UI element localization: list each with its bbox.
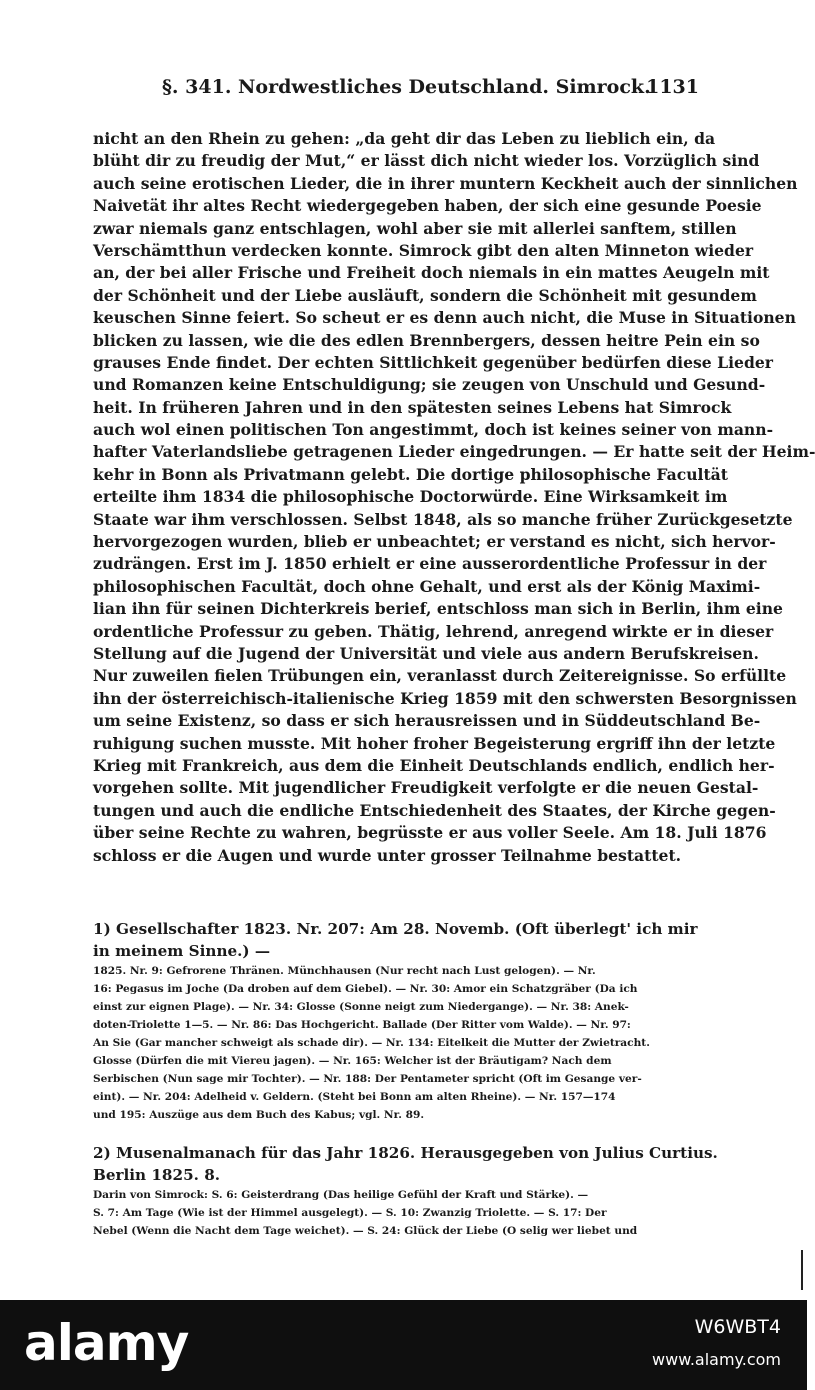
text-line: an, der bei aller Frische und Freiheit doch niemals in ein mattes Aeugeln mit — [93, 263, 770, 283]
text-line: nicht an den Rhein zu gehen: „da geht dir das Leben zu lieblich ein, da — [93, 129, 716, 148]
text-line: zudrängen. Erst im J. 1850 erhielt er eine ausserordentliche Professur in der — [93, 554, 767, 574]
text-line: hervorgezogen wurden, blieb er unbeachtet; er verstand es nicht, sich hervor- — [93, 532, 776, 552]
text-line: über seine Rechte zu wahren, begrüsste er aus voller Seele. Am 18. Juli 1876 — [93, 823, 767, 843]
text-line: Staate war ihm verschlossen. Selbst 1848, als so manche früher Zurückgesetzte — [93, 509, 793, 529]
text-line: lian ihn für seinen Dichterkreis berief, entschloss man sich in Berlin, ihm eine — [93, 599, 783, 619]
text-line: zwar niemals ganz entschlagen, wohl aber sie mit allerlei sanftem, stillen — [93, 218, 737, 238]
page-edge-mark — [801, 1250, 803, 1290]
footnote-detail-line: Serbischen (Nun sage mir Tochter). — Nr. 188: Der Pentameter spricht (Oft im Gesange ver- — [93, 1073, 642, 1085]
text-line: keuschen Sinne feiert. So scheut er es denn auch nicht, die Muse in Situationen — [93, 308, 796, 328]
footnote-detail-line: An Sie (Gar mancher schweigt als schade dir). — Nr. 134: Eitelkeit die Mutter der Zwietracht. — [93, 1037, 650, 1049]
footnote-detail-line: und 195: Auszüge aus dem Buch des Kabus; vgl. Nr. 89. — [93, 1109, 425, 1121]
text-line: und Romanzen keine Entschuldigung; sie zeugen von Unschuld und Gesund- — [93, 375, 766, 395]
footnote-detail-line: 1825. Nr. 9: Gefrorene Thränen. Münchhausen (Nur recht nach Lust gelogen). — Nr. — [93, 965, 596, 977]
text-line: hafter Vaterlandsliebe getragenen Lieder eingedrungen. — Er hatte seit der Heim- — [93, 442, 815, 462]
text-line: blicken zu lassen, wie die des edlen Brennbergers, dessen heitre Pein ein so — [93, 330, 760, 350]
text-line: der Schönheit und der Liebe ausläuft, sondern die Schönheit mit gesundem — [93, 285, 757, 305]
footnote-detail-line: doten-Triolette 1—5. — Nr. 86: Das Hochgericht. Ballade (Der Ritter vom Walde). — Nr. 97: — [93, 1019, 631, 1031]
text-line: ordentliche Professur zu geben. Thätig, lehrend, anregend wirkte er in dieser — [93, 621, 774, 641]
text-line: Naivetät ihr altes Recht wiedergegeben haben, der sich eine gesunde Poesie — [93, 196, 762, 216]
image-id: W6WBT4 — [694, 1316, 781, 1338]
page-number: 1131 — [646, 76, 699, 98]
text-line: auch seine erotischen Lieder, die in ihrer muntern Keckheit auch der sinnlichen — [93, 173, 798, 193]
footnote-detail-line: eint). — Nr. 204: Adelheid v. Geldern. (Steht bei Bonn am alten Rheine). — Nr. 157—174 — [93, 1091, 616, 1103]
footnote-1 — [93, 918, 703, 1124]
footnote-2 — [93, 1142, 718, 1240]
text-line: Krieg mit Frankreich, aus dem die Einheit Deutschlands endlich, endlich her- — [93, 755, 775, 775]
footnote-detail-line: Darin von Simrock: S. 6: Geisterdrang (Das heilige Gefühl der Kraft und Stärke). — — [93, 1189, 589, 1201]
text-line: Stellung auf die Jugend der Universität und viele aus andern Berufskreisen. — [93, 643, 759, 663]
text-line: Nur zuweilen fielen Trübungen ein, veranlasst durch Zeitereignisse. So erfüllte — [93, 666, 787, 686]
text-line: heit. In früheren Jahren und in den spätesten seines Lebens hat Simrock — [93, 397, 732, 417]
footnote-detail-line: einst zur eignen Plage). — Nr. 34: Glosse (Sonne neigt zum Niedergange). — Nr. 38: Anek- — [93, 1001, 629, 1013]
main-text-block — [93, 128, 815, 867]
text-line: tungen und auch die endliche Entschiedenheit des Staates, der Kirche gegen- — [93, 800, 776, 820]
footnote-line: 1) Gesellschafter 1823. Nr. 207: Am 28. Novemb. (Oft überlegt' ich mir — [93, 920, 698, 938]
text-line: vorgehen sollte. Mit jugendlicher Freudigkeit verfolgte er die neuen Gestal- — [93, 778, 759, 798]
text-line: grauses Ende findet. Der echten Sittlichkeit gegenüber bedürfen diese Lieder — [93, 352, 773, 372]
footnote-detail-line: Nebel (Wenn die Nacht dem Tage weichet). — S. 24: Glück der Liebe (O selig wer liebet und — [93, 1225, 638, 1237]
footnote-line: in meinem Sinne.) — — [93, 942, 271, 960]
alamy-logo: alamy — [24, 1314, 189, 1372]
watermark-bar — [0, 1300, 807, 1390]
text-line: Verschämtthun verdecken konnte. Simrock gibt den alten Minneton wieder — [93, 240, 754, 260]
footnote-detail-line: 16: Pegasus im Joche (Da droben auf dem Giebel). — Nr. 30: Amor ein Schatzgräber (Da ich — [93, 983, 638, 995]
text-line: schloss er die Augen und wurde unter grosser Teilnahme bestattet. — [93, 845, 682, 865]
text-line: ruhigung suchen musste. Mit hoher froher Begeisterung ergriff ihn der letzte — [93, 733, 776, 753]
footnote-line: 2) Musenalmanach für das Jahr 1826. Herausgegeben von Julius Curtius. — [93, 1144, 718, 1162]
watermark-url: www.alamy.com — [652, 1350, 781, 1369]
text-line: erteilte ihm 1834 die philosophische Doctorwürde. Eine Wirksamkeit im — [93, 487, 728, 507]
text-line: um seine Existenz, so dass er sich herausreissen und in Süddeutschland Be- — [93, 711, 761, 731]
text-line: ihn der österreichisch-italienische Krieg 1859 mit den schwersten Besorgnissen — [93, 688, 797, 708]
running-header — [138, 76, 699, 100]
text-line: kehr in Bonn als Privatmann gelebt. Die dortige philosophische Facultät — [93, 464, 728, 484]
footnote-detail-line: Glosse (Dürfen die mit Viereu jagen). — Nr. 165: Welcher ist der Bräutigam? Nach dem — [93, 1055, 612, 1067]
footnote-line: Berlin 1825. 8. — [93, 1166, 221, 1184]
header-section-title: §. 341. Nordwestliches Deutschland. Simrock. — [162, 76, 651, 98]
text-line: philosophischen Facultät, doch ohne Gehalt, und erst als der König Maximi- — [93, 576, 761, 596]
footnote-detail-line: S. 7: Am Tage (Wie ist der Himmel ausgelegt). — S. 10: Zwanzig Triolette. — S. 17: Der — [93, 1207, 607, 1219]
text-line: blüht dir zu freudig der Mut,“ er lässt dich nicht wieder los. Vorzüglich sind — [93, 151, 760, 171]
text-line: auch wol einen politischen Ton angestimmt, doch ist keines seiner von mann- — [93, 420, 774, 440]
